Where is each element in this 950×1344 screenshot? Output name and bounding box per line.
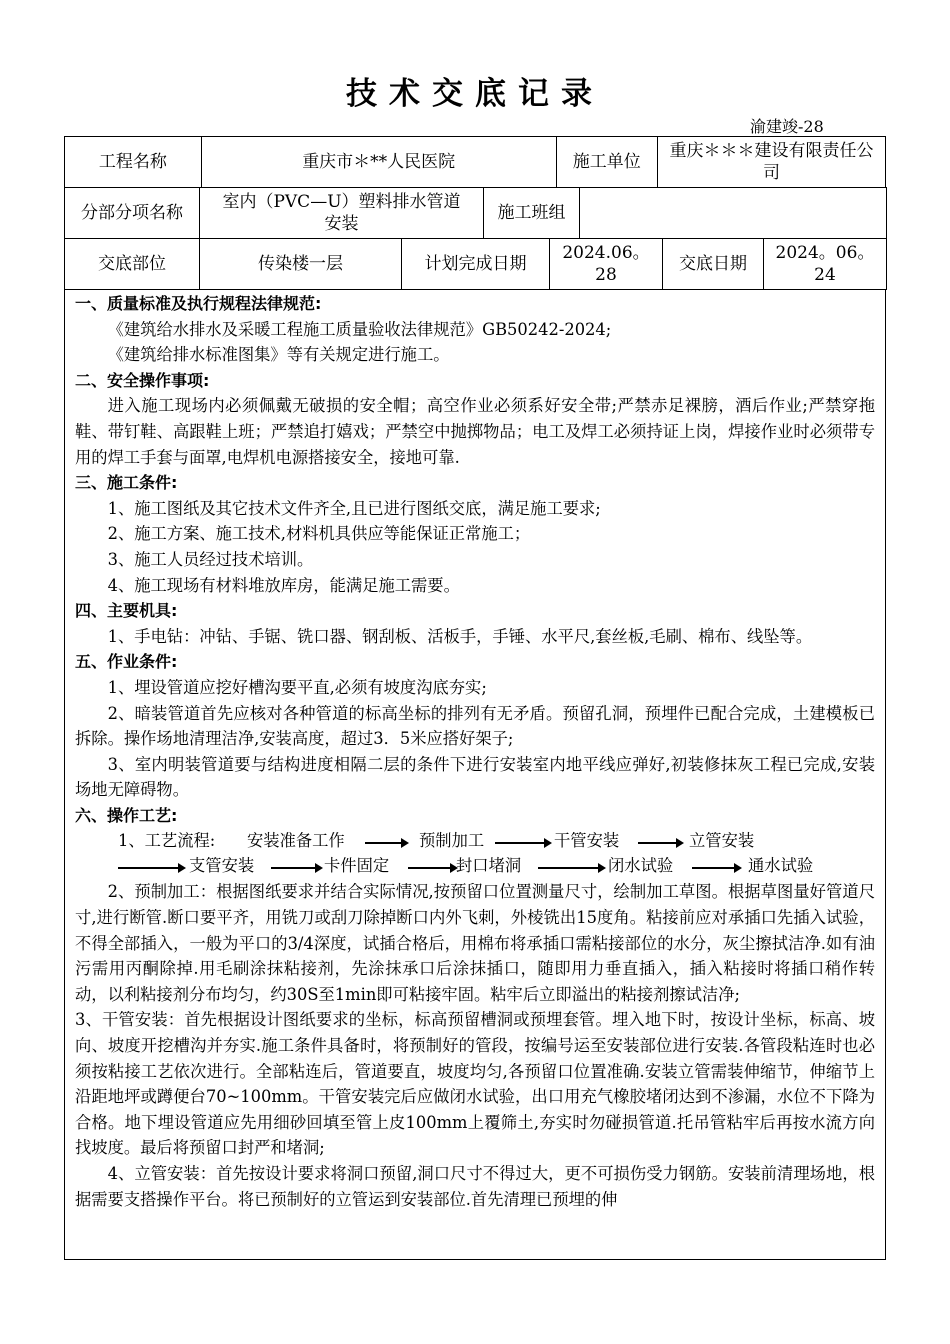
section-1-title: 一、质量标准及执行规程法律规范:: [75, 294, 322, 313]
flow-step: 支管安装: [189, 856, 255, 876]
section-3-item: 2、施工方案、施工技术,材料机具供应等能保证正常施工；: [107, 524, 531, 544]
section-5-title: 五、作业条件:: [75, 652, 178, 672]
section-5-item: 2、暗装管道首先应核对各种管道的标高坐标的排列有无矛盾。预留孔洞，预埋件已配合完成，土建模板已拆除。操作场地清理洁净,安装高度，超过3．5米应搭好架子;: [75, 703, 875, 749]
flow-step: 卡件固定: [324, 856, 390, 876]
header-table: [64, 136, 886, 188]
section-2-paragraph: 进入施工现场内必须佩戴无破损的安全帽；高空作业必须系好安全带;严禁赤足裸膀，酒后作业;严禁穿拖鞋、带钉鞋、高跟鞋上班；严禁追打嬉戏；严禁空中抛掷物品；电工及焊工必须持证上岗，焊接作业时必须带专用的焊工手套与面罩,电焊机电源搭接安全，接地可靠.: [75, 396, 875, 467]
document-title: 技术交底记录: [346, 76, 604, 112]
section-6-title: 六、操作工艺:: [75, 805, 178, 825]
section-2-title: 二、安全操作事项:: [75, 370, 210, 390]
brief-date-label: 交底日期: [663, 239, 764, 290]
location-label: 交底部位: [65, 239, 200, 290]
flow-step: 干管安装: [554, 831, 620, 851]
section-1-paragraph: 《建筑给排水标准图集》等有关规定进行施工。: [107, 345, 450, 365]
section-3-item: 1、施工图纸及其它技术文件齐全,且已进行图纸交底，满足施工要求;: [107, 498, 601, 518]
section-6-paragraph: 2、预制加工：根据图纸要求并结合实际情况,按预留口位置测量尺寸，绘制加工草图。根据草图量好管道尺寸,进行断管.断口要平齐，用铣刀或刮刀除掉断口内外飞刺，外棱铣出15度角。粘接前应对承插口先插入试验，不得全部插入，一般为平口的3/4深度，试插合格后，用棉布将承插口需粘接部位的水分，灰尘擦拭洁净.如有油污需用丙酮除掉.用毛刷涂抹粘接剂，先涂抹承口后涂抹插口，随即用力垂直插入，插入粘接时将插口稍作转动，以利粘接剂分布均匀，约30S至1min即可粘接牢固。粘牢后立即溢出的粘接剂擦试洁净;: [75, 882, 875, 1004]
section-1-paragraph: 《建筑给水排水及采暖工程施工质量验收法律规范》GB50242-2024;: [107, 319, 612, 339]
content-box: [64, 289, 886, 1260]
project-name-label: 工程名称: [65, 137, 202, 188]
subdivision-label: 分部分项名称: [65, 188, 200, 239]
team-value: [580, 188, 887, 239]
flow-arrow: [408, 867, 456, 869]
flow-step: 闭水试验: [608, 856, 674, 876]
flow-arrow: [692, 867, 740, 869]
flow-arrow: [118, 867, 184, 869]
section-3-title: 三、施工条件:: [75, 473, 178, 493]
plan-date-label: 计划完成日期: [402, 239, 550, 290]
contractor-value: 重庆＊＊＊建设有限责任公司: [657, 137, 885, 188]
section-5-item: 3、室内明装管道要与结构进度相隔二层的条件下进行安装室内地平线应弹好,初装修抹灰工程已完成,安装场地无障碍物。: [75, 754, 875, 800]
section-6-paragraph: 3、干管安装：首先根据设计图纸要求的坐标，标高预留槽洞或预埋套管。埋入地下时，按设计坐标，标高、坡向、坡度开挖槽沟并夯实.施工条件具备时，将预制好的管段，按编号运至安装部位进行安装.各管段粘连时也必须按粘接工艺依次进行。全部粘连后，管道要直，坡度均匀,各预留口位置准确.安装立管需装伸缩节，伸缩节上沿距地坪或蹲便台70~100mm。干管安装完后应做闭水试验，出口用充气橡胶堵闭达到不渗漏，水位不下降为合格。地下埋设管道应先用细砂回填至管上皮100mm上覆筛土,夯实时勿碰损管道.托吊管粘牢后再按水流方向找坡度。最后将预留口封严和堵洞;: [75, 1010, 875, 1158]
section-4-paragraph: 1、手电钻：冲钻、手锯、铣口器、钢刮板、活板手，手锤、水平尺,套丝板,毛刷、棉布、线坠等。: [107, 626, 813, 646]
plan-date-value: 2024.06。28: [550, 239, 663, 290]
team-label: 施工班组: [484, 188, 580, 239]
section-3-item: 4、施工现场有材料堆放库房，能满足施工需要。: [107, 575, 460, 595]
flow-step: 通水试验: [748, 856, 814, 876]
subdivision-value: 室内（PVC—U）塑料排水管道安装: [200, 188, 484, 239]
section-6-paragraph: 4、立管安装：首先按设计要求将洞口预留,洞口尺寸不得过大，更不可损伤受力钢筋。安装前清理场地，根据需要支搭操作平台。将已预制好的立管运到安装部位.首先清理已预埋的伸: [75, 1164, 875, 1209]
flow-arrow: [638, 842, 682, 844]
flow-step: 立管安装: [689, 831, 755, 851]
flow-lead: 1、工艺流程:: [118, 831, 216, 851]
flow-step: 预制加工: [419, 831, 485, 851]
process-flow: [75, 828, 875, 879]
flow-step: 封口堵洞: [456, 856, 522, 876]
project-name-value: 重庆市＊**人民医院: [201, 137, 556, 188]
flow-arrow: [365, 842, 407, 844]
section-5-item: 1、埋设管道应挖好槽沟要平直,必须有坡度沟底夯实;: [107, 677, 487, 697]
header-table-row2: [64, 187, 887, 239]
section-3-item: 3、施工人员经过技术培训。: [107, 549, 314, 569]
brief-date-value: 2024。06。24: [764, 239, 887, 290]
document-number: 渝建竣-28: [750, 117, 824, 136]
flow-arrow: [495, 842, 550, 844]
section-4-title: 四、主要机具:: [75, 601, 178, 621]
flow-arrow: [271, 867, 321, 869]
location-value: 传染楼一层: [200, 239, 402, 290]
flow-arrow: [538, 867, 604, 869]
content-body: [65, 289, 885, 1212]
contractor-label: 施工单位: [556, 137, 657, 188]
header-table-row3: [64, 238, 887, 290]
flow-step: 安装准备工作: [247, 831, 345, 851]
